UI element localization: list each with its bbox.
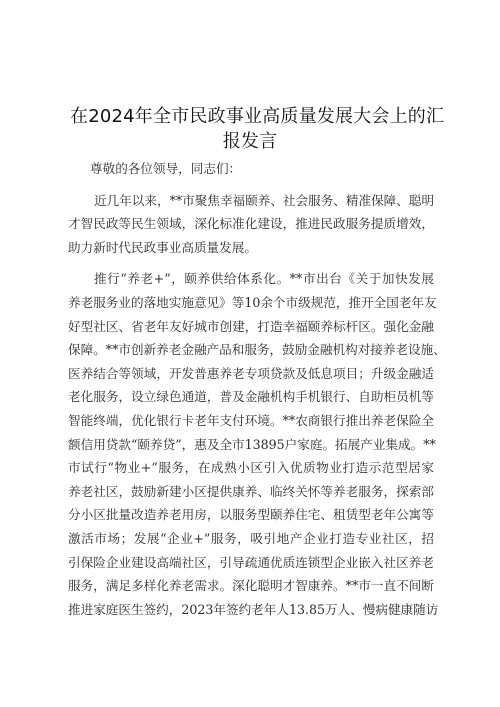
paragraph-line: 老化服务，设立绿色通道，普及金融机构手机银行、自助柜员机等 (68, 389, 434, 405)
paragraph-line: 推进家庭医生签约，2023年签约老年人13.85万人、慢病健康随访 (68, 601, 439, 617)
paragraph-line: 养老社区，鼓励新建小区提供康养、临终关怀等养老服务，探索部 (68, 483, 434, 499)
paragraph-line: 服务，满足多样化养老需求。深化聪明才智康养。**市一直不间断 (68, 578, 434, 594)
paragraph-line: 分小区批量改造养老用房，以服务型颐养住宅、租赁型老年公寓等 (68, 507, 434, 523)
paragraph-line: 才智民政等民生领域，深化标准化建设，推进民政服务提质增效， (68, 216, 434, 232)
paragraph-line: 助力新时代民政事业高质量发展。 (68, 239, 257, 255)
paragraph-line: 近几年以来，**市聚焦幸福颐养、社会服务、精准保障、聪明 (94, 192, 435, 208)
paragraph-line: 智能终端，优化银行卡老年支付环境。**农商银行推出养老保险全 (68, 412, 434, 428)
paragraph-line: 额信用贷款“颐养贷”，惠及全市13895户家庭。拓展产业集成。** (68, 436, 436, 452)
paragraph-2 (68, 267, 446, 621)
paragraph-line: 保障。**市创新养老金融产品和服务，鼓励金融机构对接养老设施、 (68, 342, 446, 358)
paragraph-line: 推行“养老+”，颐养供给体系化。**市出台《关于加快发展 (94, 271, 434, 287)
paragraph-line: 市试行“物业+”服务，在成熟小区引入优质物业打造示范型居家 (68, 460, 434, 476)
title-line-2: 报发言 (222, 131, 278, 152)
title-line-1: 在2024年全市民政事业高质量发展大会上的汇 (70, 106, 445, 127)
document-body (68, 157, 446, 621)
paragraph-line: 好型社区、省老年友好城市创建，打造幸福颐养标杆区。强化金融 (68, 318, 434, 334)
document-title (70, 104, 445, 154)
paragraph-1 (68, 189, 434, 260)
paragraph-line: 养老服务业的落地实施意见》等10余个市级规范，推开全国老年友 (68, 294, 437, 310)
paragraph-line: 医养结合等领域，开发普惠养老专项贷款及低息项目；升级金融适 (68, 365, 434, 381)
paragraph-line: 激活市场；发展“企业+”服务，吸引地产企业打造专业社区，招 (68, 530, 434, 546)
salutation: 尊敬的各位领导，同志们： (90, 161, 242, 176)
paragraph-line: 引保险企业建设高端社区，引导疏通优质连锁型企业嵌入社区养老 (68, 554, 434, 570)
